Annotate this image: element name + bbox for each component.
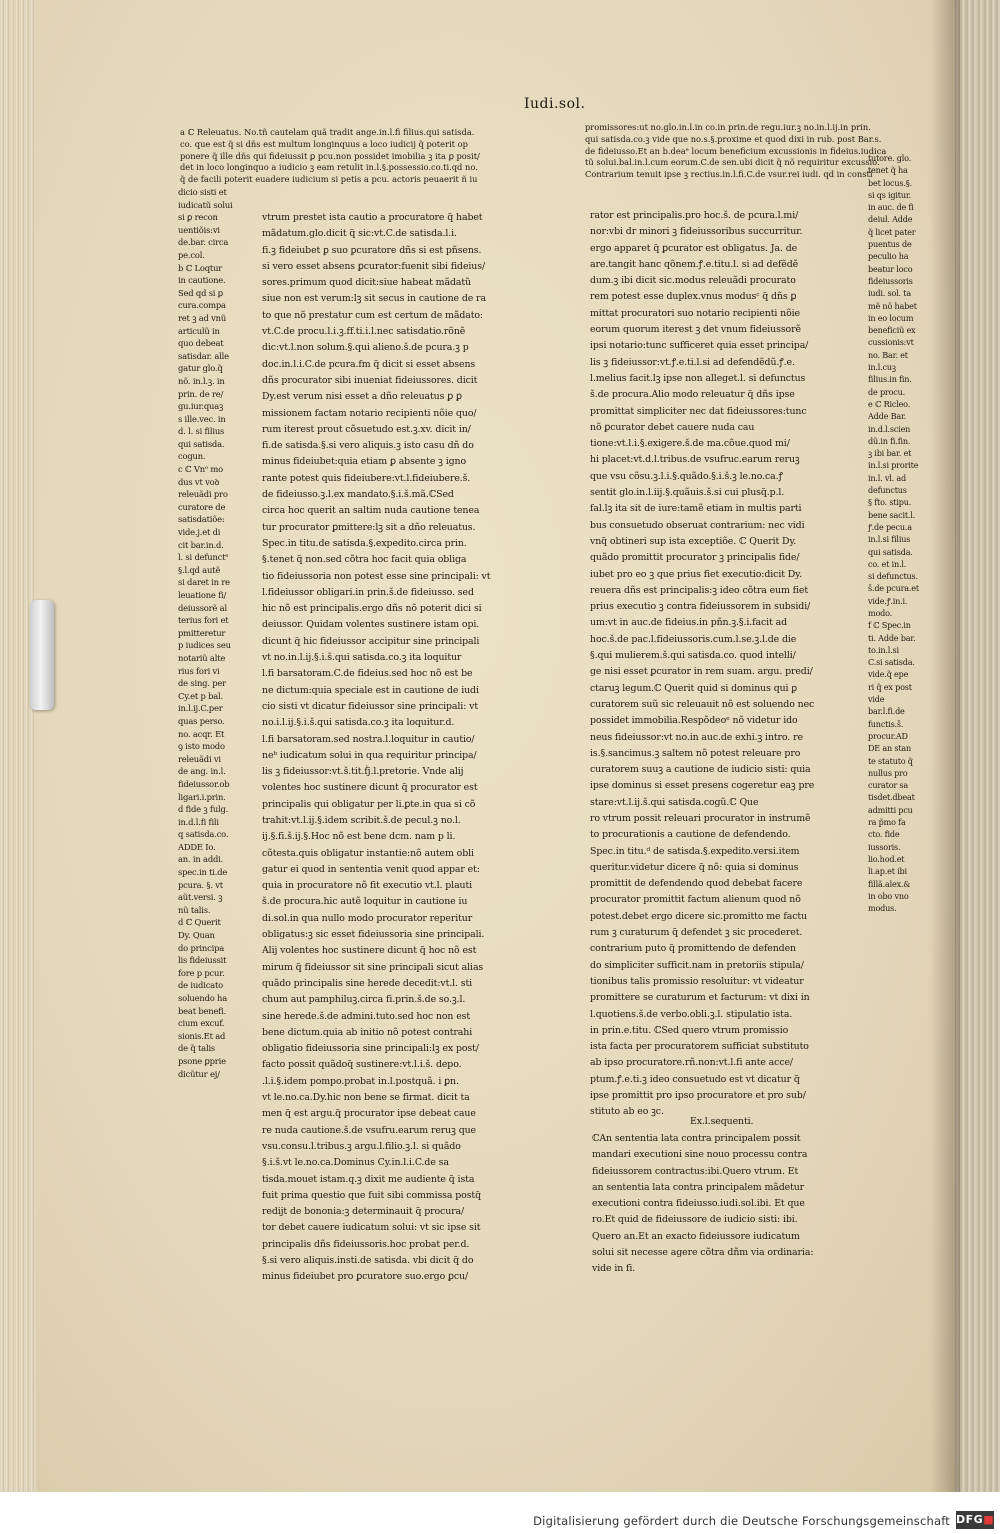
- text-line: tur procurator ꝑmittere:lꝫ sit a dño releuatus.: [262, 521, 476, 533]
- margin-line: tutore. glo.: [868, 153, 912, 163]
- margin-line: si daret in re: [178, 577, 230, 588]
- margin-line: co. et in.l.: [868, 558, 907, 569]
- text-line: um:vt in auc.de fideius.in pñn.ꝫ.§.i.facit ad: [590, 617, 788, 629]
- margin-line: ꝭ.de pecu.a: [868, 521, 912, 532]
- text-line: is.§.sancimus.ꝫ saltem nõ potest releuare pro: [590, 747, 801, 759]
- text-line: cio sisti vt dicatur fideiussor sine principali: vt: [262, 700, 479, 712]
- text-line: š.de procura.hic autẽ loquitur in cautione iu: [262, 896, 468, 908]
- funding-credit: Digitalisierung gefördert durch die Deutsche Forschungsgemeinschaft: [533, 1514, 950, 1528]
- text-line: hi placet:vt.d.l.tribus.de vsufruc.earum reruꝫ: [590, 454, 800, 466]
- margin-line: peculio ha: [868, 251, 909, 262]
- text-line: rum ꝫ curaturum q̃ defendet ꝫ sic procederet.: [590, 927, 803, 939]
- text-line: rem potest esse duplex.vnus modusᶜ q̃ dñs ꝑ: [590, 291, 797, 303]
- text-line: di.sol.in qua nullo modo procurator reperitur: [262, 912, 473, 924]
- margin-line: iudicatũ solui: [178, 199, 233, 210]
- gutter-shadow: [930, 0, 960, 1492]
- text-line: bene dictum.quia ab initio nõ potest contrahi: [262, 1026, 473, 1038]
- margin-line: si qs igitur.: [868, 189, 911, 200]
- text-line: l.fi barsatoram.C.de fideius.sed hoc nõ est be: [262, 668, 473, 680]
- text-line: sine herede.š.de admini.tuto.sed hoc non est: [262, 1010, 471, 1022]
- text-line: curatorem suũ sic releuauit nõ est soluendo nec: [590, 698, 815, 710]
- text-line: tũ solui.bal.in.l.cum eorum.C.de sen.ubi dicit q̃ nõ requiritur excussio.: [585, 157, 880, 168]
- margin-line: b ℂ Loqtur: [178, 262, 223, 273]
- margin-line: dus vt voꝺ: [178, 476, 220, 487]
- margin-line: lio.hod.et: [868, 853, 905, 864]
- text-line: tionibus talis promissio resoluitur: vt videatur: [590, 975, 804, 987]
- text-line: principalis qui obligatur per li.ꝑte.in qua si cõ: [262, 798, 476, 810]
- margin-line: C.si satisda.: [868, 657, 915, 668]
- margin-line: vide.j.et di: [178, 527, 221, 538]
- book-page-edges: [0, 0, 39, 1492]
- summary-line: solui sit necesse agere cõtra dñm via ordinaria:: [592, 1247, 814, 1259]
- text-line: neᵇ iudicatum solui in qua requiritur principa/: [262, 749, 477, 761]
- margin-line: uentiõis:vi: [178, 224, 220, 235]
- text-line: Contrarium tenuit ipse ꝫ rectius.in.l.fi.C.de vsur.rei iudi. qd in consti: [585, 169, 873, 180]
- text-line: §.tenet q̃ non.sed cõtra hoc facit quia obliga: [262, 554, 467, 566]
- margin-line: cium excuf.: [178, 1018, 225, 1029]
- text-line: rum iterest prout cõsuetudo est.ꝫ.xv. dicit in/: [262, 423, 471, 435]
- text-line: do simpliciter sufficit.nam in pretoriis stipula/: [590, 959, 804, 971]
- text-line: ctaruꝫ legum.ℂ Querit quid si dominus qui ꝑ: [590, 682, 797, 694]
- text-line: procurator promittit factum alienum quod nõ: [590, 894, 801, 906]
- margin-line: curator sa: [868, 780, 908, 791]
- text-line: nor:vbi dr minori ꝫ fideiussoribus succurritur.: [590, 226, 803, 238]
- text-line: lis ꝫ fideiussor:vt.ꝭ.e.ti.l.si ad defendẽdũ.ꝭ.e.: [590, 356, 795, 368]
- margin-line: no. acqr. Et: [178, 728, 225, 739]
- text-line: ista facta per procuratorem sufficiat substituto: [590, 1041, 809, 1053]
- margin-line: in.l.ij.C.per: [178, 703, 223, 714]
- text-line: hoc.š.de pac.l.fideiussoris.cum.l.se.ꝫ.l.de die: [590, 633, 797, 645]
- summary-line: ℂAn sententia lata contra principalem possit: [592, 1133, 801, 1144]
- summary-line: fideiussorem contractus:ibi.Quero vtrum. Et: [592, 1165, 799, 1177]
- summary-line: mandari executioni sine nouo processu contra: [592, 1149, 808, 1161]
- text-line: .l.i.§.idem pompo.probat in.l.postquã. i ꝑn.: [262, 1075, 459, 1087]
- text-line: circa hoc querit an saltim nuda cautione tenea: [262, 505, 480, 517]
- margin-line: iudi. sol. ta: [868, 288, 911, 299]
- margin-line: c ℂ Vnᵒ mo: [178, 464, 223, 475]
- text-line: men q̃ est argu.q̃ procurator ipse debeat caue: [262, 1108, 476, 1120]
- margin-line: in.d.l.scien: [868, 423, 911, 434]
- page-clip: [30, 600, 54, 710]
- margin-line: defunctus: [868, 485, 907, 496]
- margin-line: nũ talis.: [178, 904, 211, 915]
- margin-line: lis fideiussit: [178, 955, 227, 966]
- text-line: to que nõ prestatur cum est certum de mãdato:: [262, 309, 483, 321]
- text-line: qui satisda.co.ꝫ vide que no.s.§.proxime et quod dixi in rub. post Bar.s.: [585, 133, 882, 144]
- text-line: to procurationis a cautione de defendendo.: [590, 829, 791, 841]
- margin-line: ret ꝫ ad vnũ: [178, 312, 227, 323]
- margin-line: deiussorẽ al: [178, 602, 227, 613]
- margin-line: quas perso.: [178, 715, 225, 726]
- text-line: facto possit quãdoq̃ sustinere:vt.l.i.š. depo.: [262, 1059, 462, 1071]
- margin-line: no. Bar. et: [868, 349, 908, 360]
- margin-line: cussionis:vt: [868, 337, 914, 348]
- text-line: sentit glo.in.l.iij.§.quãuis.š.si cui plusq̃.p.l.: [590, 487, 785, 499]
- margin-line: in.l.cuꝫ: [868, 362, 896, 373]
- text-line: ij.§.fi.š.ij.§.Hoc nõ est bene dcm. nam p li.: [262, 831, 456, 843]
- margin-line: qui satisda.: [178, 438, 225, 449]
- summary-line: vide in fi.: [592, 1263, 636, 1275]
- running-header: Iudi.sol.: [524, 96, 586, 112]
- margin-line: filius.in fin.: [868, 374, 912, 385]
- margin-line: pmitteretur: [178, 627, 226, 638]
- margin-line: ri q̃ ex post: [868, 681, 912, 692]
- text-line: obligatus:ꝫ sic esset fideiussoria sine principali.: [262, 929, 485, 941]
- margin-line: cit bar.in.d.: [178, 539, 224, 550]
- margin-line: dũ.in fi.fin.: [868, 435, 911, 446]
- text-line: quãdo promittit procurator ꝫ principalis fide/: [590, 552, 800, 564]
- summary-line: ro.Et quid de fideiussore de iudicio sisti: ibi.: [592, 1214, 798, 1226]
- margin-line: d fide ꝫ fulg.: [178, 804, 229, 815]
- margin-line: spec.in ti.de: [178, 867, 228, 878]
- text-line: quãdo principalis sine herede decedit:vt.l. sti: [262, 977, 473, 989]
- margin-line: gatur glo.q̃: [178, 363, 223, 374]
- margin-line: ti. Adde bar.: [868, 632, 916, 643]
- text-line: eorum quorum iterest ꝫ det vnum fideiussorẽ: [590, 324, 801, 336]
- text-line: possidet immobilia.Respõdeoᵉ nõ videtur ido: [590, 715, 798, 727]
- margin-line: mẽ nõ habet: [868, 300, 917, 311]
- text-line: vt le.no.ca.Dy.hic non bene se firmat. dicit ta: [262, 1092, 470, 1104]
- margin-line: li.ap.et ibi: [868, 866, 907, 877]
- text-line: l.fideiussor obligari.in prin.š.de fideiusso. sed: [262, 586, 474, 598]
- text-line: tio fideiussoria non potest esse sine principali: vt: [262, 570, 491, 582]
- dfg-logo-text: DFG: [956, 1513, 984, 1526]
- margin-line: aũt.versi. ꝫ: [178, 892, 223, 903]
- text-line: promittat simpliciter nec dat fideiussores:tunc: [590, 405, 807, 417]
- margin-line: nõ. in.l.ꝫ. in: [178, 375, 225, 386]
- margin-line: ꝯ isto modo: [178, 741, 225, 752]
- summary-block: [592, 1131, 813, 1278]
- text-line: neus fideiussor:vt no.in auc.de exhi.ꝫ intro. re: [590, 731, 803, 743]
- facing-page-edges: [955, 0, 1000, 1492]
- text-line: minus fideiubet:quia etiam ꝑ absente ꝫ igno: [262, 456, 467, 468]
- margin-line: puentus de: [868, 239, 912, 250]
- text-line: que vsu cõsu.ꝫ.l.i.§.quãdo.§.i.š.ꝫ le.no.ca.ꝭ: [590, 470, 783, 482]
- text-line: ab ipso procuratore.rñ.non:vt.l.fi ante acce/: [590, 1057, 793, 1069]
- margin-line: Adde Bar.: [868, 411, 907, 422]
- text-line: chum aut pamphiluꝫ.circa fi.prin.š.de so.ꝫ.l.: [262, 994, 466, 1006]
- margin-line: de procu.: [868, 386, 905, 397]
- margin-line: d ℂ Querit: [178, 917, 221, 928]
- margin-line: de q̃ talis: [178, 1043, 216, 1054]
- text-line: stare:vt.l.ij.š.qui satisda.cogũ.ℂ Que: [590, 796, 759, 808]
- margin-line: pcura. §. vt: [178, 879, 223, 890]
- margin-line: e ℂ Ricleo.: [868, 398, 911, 409]
- text-line: ipsi notario:tunc sufficeret quia esset principa/: [590, 340, 809, 352]
- margin-line: releuãdi pro: [178, 489, 228, 500]
- margin-line: si ꝑ recon: [178, 212, 218, 223]
- text-line: Spec.in titu.de satisda.§.expedito.circa prin.: [262, 537, 467, 549]
- margin-line: q satisda.co.: [178, 829, 229, 840]
- text-line: dic:vt.l.non solum.§.qui alieno.š.de pcura.ꝫ p: [262, 342, 469, 354]
- margin-line: ꝫ ibi bar. et: [868, 448, 912, 459]
- text-line: prius executio ꝫ contra fideiussorem in subsidi/: [590, 601, 811, 613]
- margin-line: satisdar. alle: [178, 350, 229, 361]
- text-line: promissores:ut no.glo.in.l.in co.in prin.de regu.iur.ꝫ no.in.l.ij.in prin.: [585, 122, 871, 132]
- text-line: deiussor. Quidam volentes sustinere istam opi.: [262, 619, 480, 631]
- top-right-note: [585, 122, 886, 181]
- margin-line: terius fori et: [178, 615, 229, 626]
- text-line: ptum.ꝭ.e.ti.ꝫ ideo consuetudo est vt dicatur q̃: [590, 1073, 800, 1085]
- margin-line: DE an stan: [868, 743, 912, 754]
- margin-line: in.l.si filius: [868, 534, 911, 545]
- middle-text-column: [262, 210, 490, 1286]
- text-line: vtrum prestet ista cautio a procuratore q̃ habet: [262, 212, 483, 223]
- margin-line: deiul. Adde: [868, 214, 913, 225]
- text-line: gatur ei quod in sententia venit quod appar et:: [262, 863, 480, 875]
- text-line: dum.ꝫ ibi dicit sic.modus releuãdi procurato: [590, 275, 796, 287]
- margin-line: fideiussor.ob: [178, 778, 230, 789]
- margin-line: functis.š.: [868, 718, 904, 729]
- margin-line: cogun.: [178, 451, 206, 462]
- margin-line: modo.: [868, 607, 893, 618]
- summary-line: Quero an.Et an exacto fideiussore iudicatum: [592, 1230, 800, 1242]
- margin-line: de sing. per: [178, 678, 226, 689]
- margin-line: releuãdi vi: [178, 753, 221, 764]
- text-line: volentes hoc sustinere dicunt q̃ procurator est: [262, 782, 478, 794]
- margin-line: bene sacit.l.: [868, 509, 916, 520]
- margin-line: iussoris.: [868, 841, 901, 852]
- text-line: det in loco longinquo a iudicio ꝫ eam retulit in.l.§.possessio.co.ti.qd no.: [180, 162, 478, 173]
- text-line: ro vtrum possit releuari procurator in instrumẽ: [590, 812, 811, 824]
- margin-line: si defunctus.: [868, 571, 918, 582]
- margin-line: quo debeat: [178, 338, 224, 349]
- text-line: §.i.š.vt le.no.ca.Dominus Cy.in.l.i.C.de sa: [262, 1157, 449, 1169]
- margin-line: beneficiũ ex: [868, 325, 916, 336]
- text-line: nõ ꝑcurator debet cauere nuda cau: [590, 421, 755, 433]
- text-line: Spec.in titu.ᵈ de satisda.§.expedito.versi.item: [590, 845, 800, 857]
- text-line: dicunt q̃ hic fideiussor accipitur sine principali: [262, 635, 480, 647]
- margin-line: dicio sisti et: [178, 187, 227, 197]
- text-line: vt no.in.l.ij.§.i.š.qui satisda.co.ꝫ ita loquitur: [262, 652, 462, 664]
- margin-line: Sed qd si ꝑ: [178, 287, 223, 298]
- margin-line: beatur loco: [868, 263, 913, 274]
- margin-line: š.de pcura.et: [868, 583, 919, 594]
- text-line: vt.C.de procu.l.i.ꝫ.ff.ti.i.l.nec satisdatio.rõnẽ: [262, 326, 466, 338]
- text-line: potest.debet ergo dicere sic.promitto me factu: [590, 910, 807, 922]
- text-line: §.si vero aliquis.insti.de satisda. vbi dicit q̃ do: [262, 1255, 474, 1266]
- footer-bar: [0, 1492, 1000, 1534]
- text-line: principalis dñs fideiussoris.hoc probat per.d.: [262, 1238, 470, 1250]
- text-line: lis ꝫ fideiussor:vt.š.tit.ḟj.l.pretorie. Vnde alij: [262, 766, 464, 778]
- text-line: ge nisi esset ꝑcurator in rem suam. argu. predi/: [590, 666, 813, 678]
- margin-line: nullus pro: [868, 767, 908, 778]
- dfg-logo: DFG■: [956, 1511, 994, 1529]
- text-line: fi.ꝫ fideiubet ꝑ suo ꝑcuratore dñs si est pñsens.: [262, 244, 482, 256]
- margin-line: te statuto q̃: [868, 755, 913, 766]
- margin-line: bar.l.fi.de: [868, 706, 905, 717]
- text-line: doc.in.l.i.C.de pcura.fm q̃ dicit si esset absens: [262, 358, 476, 370]
- margin-line: admitti pcu: [868, 804, 913, 815]
- margin-line: in eo locum: [868, 312, 914, 323]
- margin-line: p iudices seu: [178, 640, 231, 651]
- margin-line: ra p̃mo fa: [868, 817, 906, 828]
- margin-line: cto. fide: [868, 829, 900, 840]
- text-line: l.quotiens.š.de verbo.obli.ꝫ.l. stipulatio ista.: [590, 1008, 793, 1020]
- text-line: ponere q̃ ille dñs qui fideiussit ꝑ pcu.non possidet imobilia ꝫ ita ꝑ posit/: [180, 150, 480, 161]
- text-line: missionem factam notario recipienti nõie quo/: [262, 407, 477, 419]
- text-line: l.melius facit.lꝫ ipse non alleget.l. si defunctus: [590, 372, 806, 384]
- text-line: queritur.videtur dicere q̃ nõ: quia si dominus: [590, 861, 799, 873]
- text-line: fal.lꝫ ita sit de iure:tamẽ etiam in multis parti: [590, 503, 802, 515]
- text-line: vnq̃ obtineri sup ista exceptiõe. ℂ Querit Dy.: [590, 535, 797, 547]
- margin-line: sionis.Et ad: [178, 1030, 226, 1041]
- margin-line: §.l.qd autẽ: [178, 564, 221, 575]
- text-line: stituto ab eo ꝫc.: [590, 1106, 664, 1118]
- text-line: re nuda cautione.š.de vsufru.earum reruꝫ que: [262, 1124, 476, 1136]
- margin-line: articulũ in: [178, 325, 220, 336]
- margin-line: rius fori vi: [178, 665, 220, 676]
- margin-line: in.d.l.fi fili: [178, 816, 219, 827]
- text-line: minus fideiubet pro ꝑcuratore suo.ergo ꝑcu/: [262, 1271, 469, 1283]
- text-line: promittit de defendendo quod debebat facere: [590, 878, 803, 890]
- margin-line: d. l. si filius: [178, 426, 225, 437]
- margin-line: q̃ licet pater: [868, 226, 916, 237]
- text-line: ipse dominus si esset presens cogeretur eaꝫ pre: [590, 780, 815, 792]
- margin-line: vide.q̃ epe: [868, 669, 909, 680]
- margin-line: pe.col.: [178, 249, 205, 260]
- text-line: siue non est verum:lꝫ sit secus in cautione de ra: [262, 293, 486, 305]
- text-line: contrarium puto q̃ promittendo de defenden: [590, 943, 796, 955]
- margin-line: modus.: [868, 903, 897, 914]
- left-book-page: [36, 0, 956, 1492]
- text-line: co. que est q̃ si dñs est multum longinquus a loco iudicij q̃ poterit op: [180, 138, 468, 149]
- text-line: are.tangit hanc qõnem.ꝭ.e.titu.l. si ad defẽdẽ: [590, 258, 799, 270]
- margin-line: leuatione fi/: [178, 590, 227, 600]
- summary-heading: Ex.l.sequenti.: [690, 1116, 754, 1127]
- text-line: de fideiusso.ꝫ.l.ex mandato.§.i.š.mã.ℂSed: [262, 489, 454, 501]
- text-line: fi.de satisda.§.si vero aliquis.ꝫ isto casu dñ do: [262, 440, 474, 452]
- margin-line: gu.iur.quaꝫ: [178, 401, 224, 412]
- margin-line: f ℂ Spec.in: [868, 620, 911, 631]
- text-line: curatorem suuꝫ a cautione de iudicio sisti: quia: [590, 764, 811, 776]
- margin-line: psone ꝑprie: [178, 1055, 226, 1066]
- margin-line: in.l. vl. ad: [868, 472, 907, 483]
- margin-line: Dy. Quan: [178, 930, 215, 941]
- text-line: dñs procurator sibi inueniat fideiussores. dicit: [262, 374, 478, 386]
- text-line: ipse promittit pro ipso procuratore et pro sub/: [590, 1090, 806, 1102]
- text-line: l.fi barsatoram.sed nostra.l.loquitur in cautio/: [262, 733, 475, 745]
- text-line: mittat procuratori suo notario recipienti nõie: [590, 307, 800, 319]
- margin-line: dicũtur ej/: [178, 1068, 220, 1079]
- text-line: vsu.consu.l.tribus.ꝫ argu.l.filio.ꝫ.l. si quãdo: [262, 1140, 461, 1152]
- text-line: cõtesta.quis obligatur instantie:nõ autem obli: [262, 847, 474, 859]
- text-line: in prin.e.titu. ℂSed quero vtrum promissio: [590, 1024, 789, 1036]
- text-line: a ℂ Releuatus. No.tñ cautelam quã tradit ange.in.l.fi filius.qui satisda.: [180, 127, 475, 137]
- margin-line: in.l.si prorite: [868, 460, 919, 471]
- margin-line: do principa: [178, 942, 225, 953]
- margin-line: de iudicato: [178, 980, 223, 991]
- margin-line: curatore de: [178, 501, 226, 512]
- text-line: mãdatum.glo.dicit q̃ sic:vt.C.de satisda.l.i.: [262, 228, 457, 240]
- margin-line: an. in addi.: [178, 854, 224, 865]
- margin-line: fillã.alex.&: [868, 878, 911, 889]
- text-line: quia in procuratore nõ fit executio vt.l. plauti: [262, 880, 473, 892]
- left-margin-annotations: [178, 186, 233, 1080]
- margin-line: fideiussoris: [868, 275, 913, 286]
- margin-line: notariũ alte: [178, 652, 226, 663]
- margin-line: de.bar. circa: [178, 237, 229, 248]
- margin-line: l. si defunctᵉ: [178, 552, 229, 563]
- margin-line: satisdatiõe:: [178, 514, 225, 525]
- text-line: rator est principalis.pro hoc.š. de pcura.l.mi/: [590, 210, 799, 221]
- text-line: rante potest quis fideiubere:vt.l.fideiubere.š.: [262, 472, 471, 484]
- text-line: tor debet cauere iudicatum solui: vt sic ipse sit: [262, 1222, 481, 1234]
- text-line: Dy.est verum nisi esset a dño releuatus ꝑ ꝑ: [262, 391, 462, 403]
- margin-line: prin. de re/: [178, 388, 224, 399]
- margin-line: de ang. in.l.: [178, 766, 226, 777]
- text-line: si vero esset absens ꝑcurator:fuenit sibi fideius/: [262, 260, 485, 272]
- text-line: fuit prima questio que fuit sibi commissa postq̃: [262, 1189, 481, 1201]
- text-line: ergo apparet q̃ ꝑcurator est obligatus. Ja. de: [590, 242, 798, 254]
- margin-line: vide.ꝭ.in.i.: [868, 595, 908, 606]
- margin-line: beat benefi.: [178, 1005, 227, 1016]
- text-line: q̃ de facili poterit euadere iudicium si petis a pcu. actoris peuaerit ñ iu: [180, 174, 478, 185]
- top-left-note: [180, 127, 480, 186]
- text-line: trahit:vt.l.ij.§.idem scribit.š.de pecul.ꝫ no.l.: [262, 814, 461, 826]
- margin-line: in cautione.: [178, 275, 226, 286]
- text-line: §.qui mulierem.š.qui satisda.co. quod intelli/: [590, 650, 796, 662]
- margin-line: s ille.vec. in: [178, 413, 226, 424]
- right-margin-annotations: [868, 152, 919, 914]
- margin-line: fore p pcur.: [178, 967, 225, 978]
- margin-line: ligari.i.prin.: [178, 791, 226, 802]
- margin-line: in obo vno: [868, 890, 909, 901]
- text-line: ne dictum:quia speciale est in cautione de iudi: [262, 684, 479, 696]
- text-line: no.i.l.ij.§.i.š.qui satisda.co.ꝫ ita loquitur.d.: [262, 717, 455, 729]
- margin-line: tenet q̃ ha: [868, 165, 908, 176]
- margin-line: procur.AD: [868, 730, 908, 741]
- text-line: tisda.mouet istam.q.ꝫ dixit me audiente q̃ ista: [262, 1173, 475, 1185]
- margin-line: in auc. de fi: [868, 202, 914, 213]
- text-line: de fideiusso.Et an b.deaᵉ locum beneficium excussionis in fideius.iudica: [585, 145, 887, 156]
- margin-line: to.in.l.si: [868, 644, 899, 655]
- text-line: promittere se curaturum et facturum: vt dixi in: [590, 992, 810, 1004]
- right-text-column: [590, 208, 814, 1121]
- text-line: bus consuetudo obseruat contrarium: nec vidi: [590, 519, 805, 531]
- margin-line: § fto. stipu.: [868, 497, 912, 508]
- margin-line: vide: [868, 694, 885, 705]
- margin-line: tisdet.dbeat: [868, 792, 915, 803]
- text-line: Alij volentes hoc sustinere dicunt q̃ hoc nõ est: [262, 945, 477, 957]
- text-line: mirum q̃ fideiussor sit sine principali sicut alias: [262, 961, 484, 973]
- text-line: reuera dñs est principalis:ꝫ ideo cõtra eum fiet: [590, 584, 809, 596]
- summary-line: executioni contra fideiusso.iudi.sol.ibi. Et que: [592, 1198, 805, 1210]
- margin-line: ADDE Io.: [178, 841, 216, 852]
- text-line: obligatio fideiussoria sine principali:lꝫ ex post/: [262, 1043, 479, 1055]
- margin-line: qui satisda.: [868, 546, 913, 557]
- margin-line: Cy.et p bal.: [178, 690, 223, 701]
- summary-line: an sententia lata contra principalem mãdetur: [592, 1181, 805, 1193]
- margin-line: soluendo ha: [178, 993, 228, 1003]
- text-line: tione:vt.l.i.§.exigere.š.de ma.cõue.quod mi/: [590, 438, 790, 450]
- text-line: sores.primum quod dicit:siue habeat mãdatũ: [262, 277, 471, 289]
- text-line: redijt de bononia:ꝫ determinauit q̃ procura/: [262, 1206, 465, 1218]
- margin-line: cura.compa: [178, 300, 226, 311]
- text-line: š.de procura.Alio modo releuatur q̃ dñs ipse: [590, 389, 795, 401]
- margin-line: bet locus.§.: [868, 177, 912, 188]
- text-line: iubet pro eo ꝫ que prius fiet executio:dicit Dy.: [590, 568, 803, 580]
- text-line: hic nõ est principalis.ergo dñs nõ poterit dici si: [262, 603, 482, 615]
